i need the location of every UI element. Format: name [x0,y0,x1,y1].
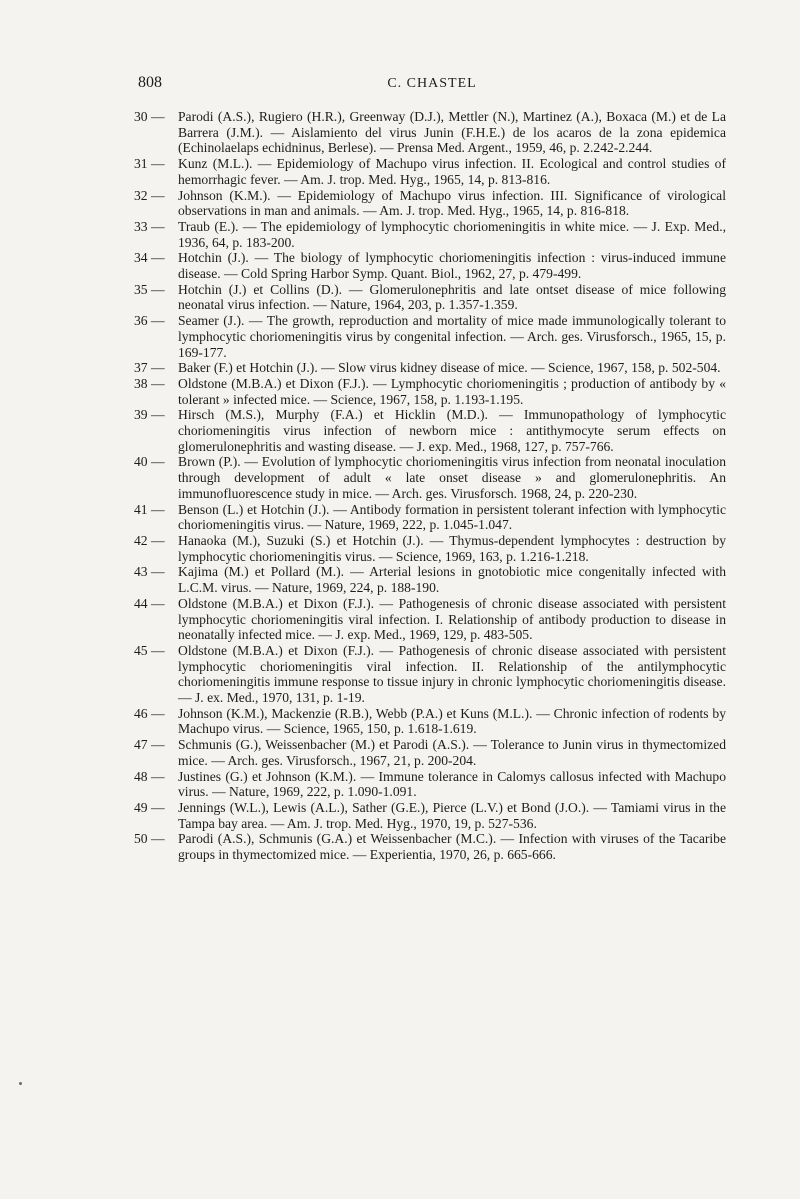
reference-text: Hotchin (J.) et Collins (D.). — Glomerulonephritis and late ontset disease of mice following neonatal virus infection. — Nature, 1964, 203, p. 1.357-1.359. [178,281,726,313]
reference-item [134,407,726,454]
reference-item [134,533,726,564]
reference-number: 33 — [134,218,165,234]
reference-item [134,737,726,768]
reference-item [134,219,726,250]
reference-item [134,250,726,281]
reference-text: Brown (P.). — Evolution of lymphocytic choriomeningitis virus infection from neonatal inoculation through development of adult « late onset disease » and glomerulonephritis. An immunofluorescence study in mice. — Arch. ges. Virusforsch. 1968, 24, p. 220-230. [178,454,726,501]
reference-item [134,596,726,643]
reference-number: 48 — [134,768,165,784]
running-title: C. CHASTEL [387,76,477,91]
reference-text: Kajima (M.) et Pollard (M.). — Arterial lesions in gnotobiotic mice congenitally infected with L.C.M. virus. — Nature, 1969, 224, p. 188-190. [178,564,726,596]
reference-number: 31 — [134,156,165,172]
reference-number: 43 — [134,564,165,580]
reference-item [134,156,726,187]
reference-number: 34 — [134,250,165,266]
reference-number: 40 — [134,454,165,470]
reference-text: Benson (L.) et Hotchin (J.). — Antibody formation in persistent tolerant infection with lymphocytic choriomeningitis virus. — Nature, 1969, 222, p. 1.045-1.047. [178,501,726,533]
reference-text: Jennings (W.L.), Lewis (A.L.), Sather (G.E.), Pierce (L.V.) et Bond (J.O.). — Tamiami virus in the Tampa bay area. — Am. J. trop. Med. Hyg., 1970, 19, p. 527-536. [178,799,726,831]
reference-item [134,800,726,831]
reference-text: Justines (G.) et Johnson (K.M.). — Immune tolerance in Calomys callosus infected with Machupo virus. — Nature, 1969, 222, p. 1.090-1.091. [178,768,726,800]
reference-number: 39 — [134,407,165,423]
reference-item [134,564,726,595]
reference-item [134,188,726,219]
reference-item [134,376,726,407]
reference-text: Johnson (K.M.). — Epidemiology of Machupo virus infection. III. Significance of virological observations in man and animals. — Am. J. trop. Med. Hyg., 1965, 14, p. 816-818. [178,187,726,219]
reference-item [134,109,726,156]
page-header [138,74,726,96]
reference-item [134,282,726,313]
reference-text: Johnson (K.M.), Mackenzie (R.B.), Webb (P.A.) et Kuns (M.L.). — Chronic infection of rodents by Machupo virus. — Science, 1965, 150, p. 1.618-1.619. [178,705,726,737]
reference-item [134,831,726,862]
reference-item [134,313,726,360]
reference-text: Seamer (J.). — The growth, reproduction and mortality of mice made immunologically tolerant to lymphocytic choriomeningitis virus by congenital infection. — Arch. ges. Virusforsch., 1965, 15, p. 169-177. [178,313,726,360]
reference-number: 35 — [134,281,165,297]
reference-text: Hotchin (J.). — The biology of lymphocytic choriomeningitis infection : virus-induced immune disease. — Cold Spring Harbor Symp. Quant. Biol., 1962, 27, p. 479-499. [178,250,726,282]
reference-number: 42 — [134,532,165,548]
reference-item [134,706,726,737]
reference-text: Oldstone (M.B.A.) et Dixon (F.J.). — Pathogenesis of chronic disease associated with persistent lymphocytic choriomeningitis viral infection. I. Relationship of antibody production to disease in neonatally infected mice. — J. exp. Med., 1969, 129, p. 483-505. [178,595,726,643]
reference-item [134,643,726,706]
reference-number: 44 — [134,595,165,611]
reference-item [134,454,726,501]
reference-text: Parodi (A.S.), Rugiero (H.R.), Greenway (D.J.), Mettler (N.), Martinez (A.), Boxaca (M.) et de La Barrera (J.M.). — Aislamiento del virus Junin (F.H.E.) de los acaros de la zona epidemica (Echinolaelaps echidninus, Berlese). — Prensa Med. Argent., 1959, 46, p. 2.242-2.244. [178,109,726,156]
reference-number: 41 — [134,501,165,517]
reference-number: 49 — [134,799,165,815]
reference-number: 37 — [134,360,165,376]
reference-number: 32 — [134,187,165,203]
reference-number: 30 — [134,109,165,124]
reference-text: Parodi (A.S.), Schmunis (G.A.) et Weissenbacher (M.C.). — Infection with viruses of the Tacaribe groups in thymectomized mice. — Experientia, 1970, 26, p. 665-666. [178,831,726,863]
reference-text: Schmunis (G.), Weissenbacher (M.) et Parodi (A.S.). — Tolerance to Junin virus in thymectomized mice. — Arch. ges. Virusforsch., 1967, 21, p. 200-204. [178,737,726,768]
print-speck [19,1082,22,1085]
reference-item [134,360,726,376]
reference-item [134,502,726,533]
reference-text: Hanaoka (M.), Suzuki (S.) et Hotchin (J.). — Thymus-dependent lymphocytes : destruction by lymphocytic choriomeningitis virus. — Science, 1969, 163, p. 1.216-1.218. [178,532,726,564]
page-number: 808 [138,74,162,91]
reference-number: 38 — [134,375,165,391]
reference-text: Hirsch (M.S.), Murphy (F.A.) et Hicklin (M.D.). — Immunopathology of lymphocytic choriomeningitis virus infection of newborn mice : antithymocyte serum effects on glomerulonephritis and wasting disease. — J. exp. Med., 1968, 127, p. 757-766. [178,407,726,454]
reference-item [134,769,726,800]
reference-list [134,109,726,863]
reference-text: Oldstone (M.B.A.) et Dixon (F.J.). — Pathogenesis of chronic disease associated with persistent lymphocytic choriomeningitis viral infection. II. Relationship of the antilymphocytic choriomeningitis immune response to tissue injury in chronic lymphocytic choriomeningitis disease. — J. ex. Med., 1970, 131, p. 1-19. [178,642,726,706]
reference-text: Kunz (M.L.). — Epidemiology of Machupo virus infection. II. Ecological and control studies of hemorrhagic fever. — Am. J. trop. Med. Hyg., 1965, 14, p. 813-816. [178,156,726,187]
reference-text: Traub (E.). — The epidemiology of lymphocytic choriomeningitis in white mice. — J. Exp. Med., 1936, 64, p. 183-200. [178,218,726,250]
reference-number: 46 — [134,705,165,721]
reference-number: 36 — [134,313,165,329]
reference-text: Oldstone (M.B.A.) et Dixon (F.J.). — Lymphocytic choriomeningitis ; production of antibody by « tolerant » infected mice. — Science, 1967, 158, p. 1.193-1.195. [178,375,726,407]
reference-number: 45 — [134,642,165,658]
reference-number: 47 — [134,737,165,753]
reference-text: Baker (F.) et Hotchin (J.). — Slow virus kidney disease of mice. — Science, 1967, 158, p. 502-504. [178,360,721,376]
reference-number: 50 — [134,831,165,847]
